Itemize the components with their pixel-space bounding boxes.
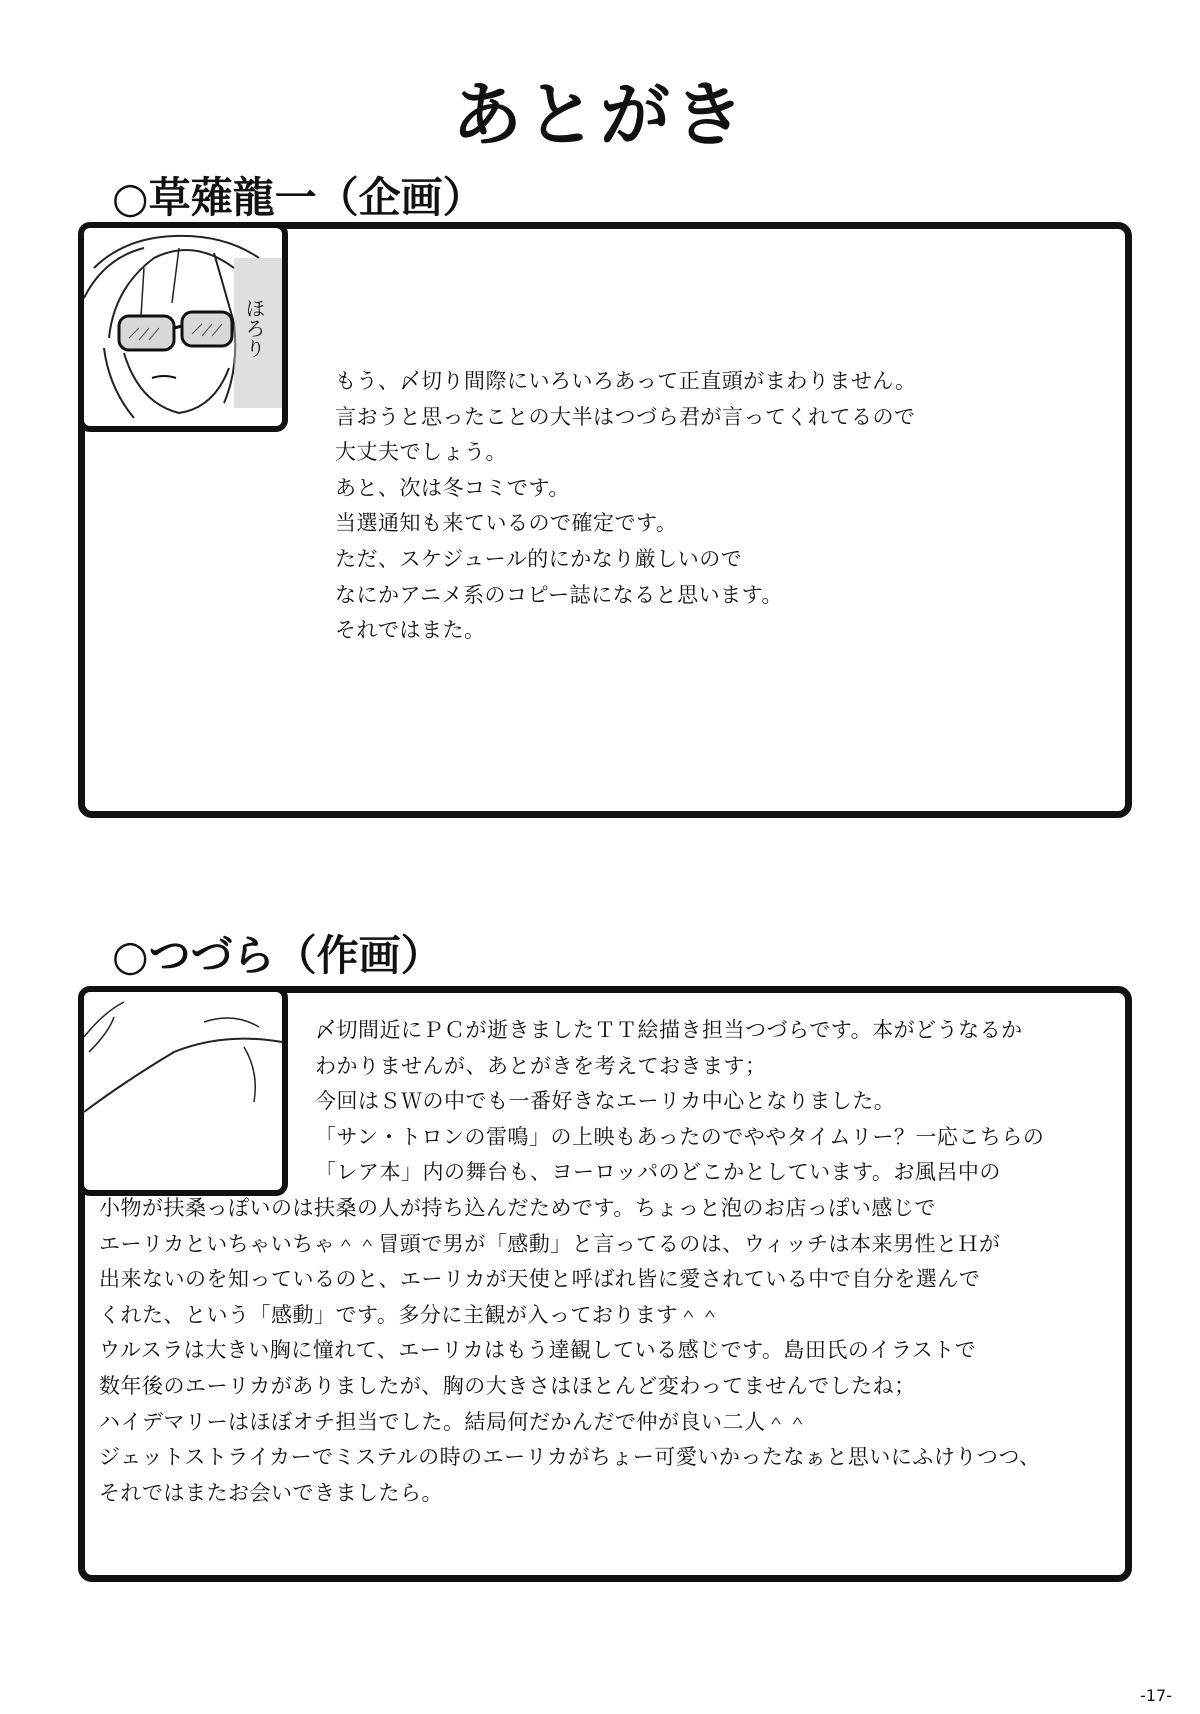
page-number: -17- — [1140, 1686, 1172, 1705]
text-line: 出来ないのを知っているのと、エーリカが天使と呼ばれ皆に愛されている中で自分を選んで — [99, 1267, 981, 1292]
text-line: ただ、スケジュール的にかなり厳しいので — [335, 546, 743, 571]
comment-box-artwork — [78, 986, 1132, 1582]
text-line: もう、〆切り間際にいろいろあって正直頭がまわりません。 — [335, 369, 917, 393]
portrait-caption: ほろり — [242, 298, 266, 358]
section-heading-planning: ○草薙龍一（企画） — [112, 173, 485, 222]
text-line: 「サン・トロンの雷鳴」の上映もあったのでややタイムリー？一応こちらの — [315, 1124, 1045, 1149]
comment-box-planning — [78, 222, 1132, 818]
text-line: 〆切間近にＰＣが逝きましたＴＴ絵描き担当つづらです。本がどうなるか — [315, 1018, 1023, 1042]
portrait-drawing — [84, 992, 282, 1190]
text-line: わかりませんが、あとがきを考えておきます； — [315, 1053, 767, 1078]
section-heading-artwork: ○つづら（作画） — [112, 931, 443, 980]
artwork-comment-text-top — [315, 1013, 1044, 1191]
text-line: 当選通知も来ているので確定です。 — [335, 511, 678, 536]
page-title: あとがき — [452, 74, 748, 156]
text-line: 小物が扶桑っぽいのは扶桑の人が持ち込んだためです。ちょっと泡のお店っぽい感じで — [99, 1196, 936, 1220]
text-line: それではまた。 — [335, 618, 486, 643]
text-line: 今回はＳＷの中でも一番好きなエーリカ中心となりました。 — [315, 1089, 896, 1114]
text-line: ハイデマリーはほぼオチ担当でした。結局何だかんだで仲が良い二人＾＾ — [99, 1409, 809, 1434]
text-line: 言おうと思ったことの大半はつづら君が言ってくれてるので — [335, 404, 916, 429]
author-portrait-sketch — [78, 986, 288, 1196]
author-portrait-glasses — [78, 222, 288, 432]
portrait-drawing — [84, 228, 282, 426]
artwork-comment-text-bottom — [99, 1191, 1041, 1511]
text-line: なにかアニメ系のコピー誌になると思います。 — [335, 582, 783, 607]
text-line: 「レア本」内の舞台も、ヨーロッパのどこかとしています。お風呂中の — [315, 1160, 1001, 1185]
text-line: あと、次は冬コミです。 — [335, 475, 570, 500]
text-line: ウルスラは大きい胸に憧れて、エーリカはもう達観している感じです。島田氏のイラストで — [99, 1338, 977, 1363]
planning-comment-text — [335, 364, 917, 649]
text-line: それではまたお会いできましたら。 — [99, 1480, 443, 1505]
text-line: ジェットストライカーでミステルの時のエーリカがちょー可愛いかったなぁと思いにふけりつつ、 — [99, 1445, 1041, 1470]
text-line: エーリカといちゃいちゃ＾＾冒頭で男が「感動」と言ってるのは、ウィッチは本来男性とＨが — [99, 1231, 1001, 1256]
text-line: 大丈夫でしょう。 — [335, 440, 507, 465]
text-line: 数年後のエーリカがありましたが、胸の大きさはほとんど変わってませんでしたね； — [99, 1373, 916, 1398]
text-line: くれた、という「感動」です。多分に主観が入っております＾＾ — [99, 1302, 721, 1327]
